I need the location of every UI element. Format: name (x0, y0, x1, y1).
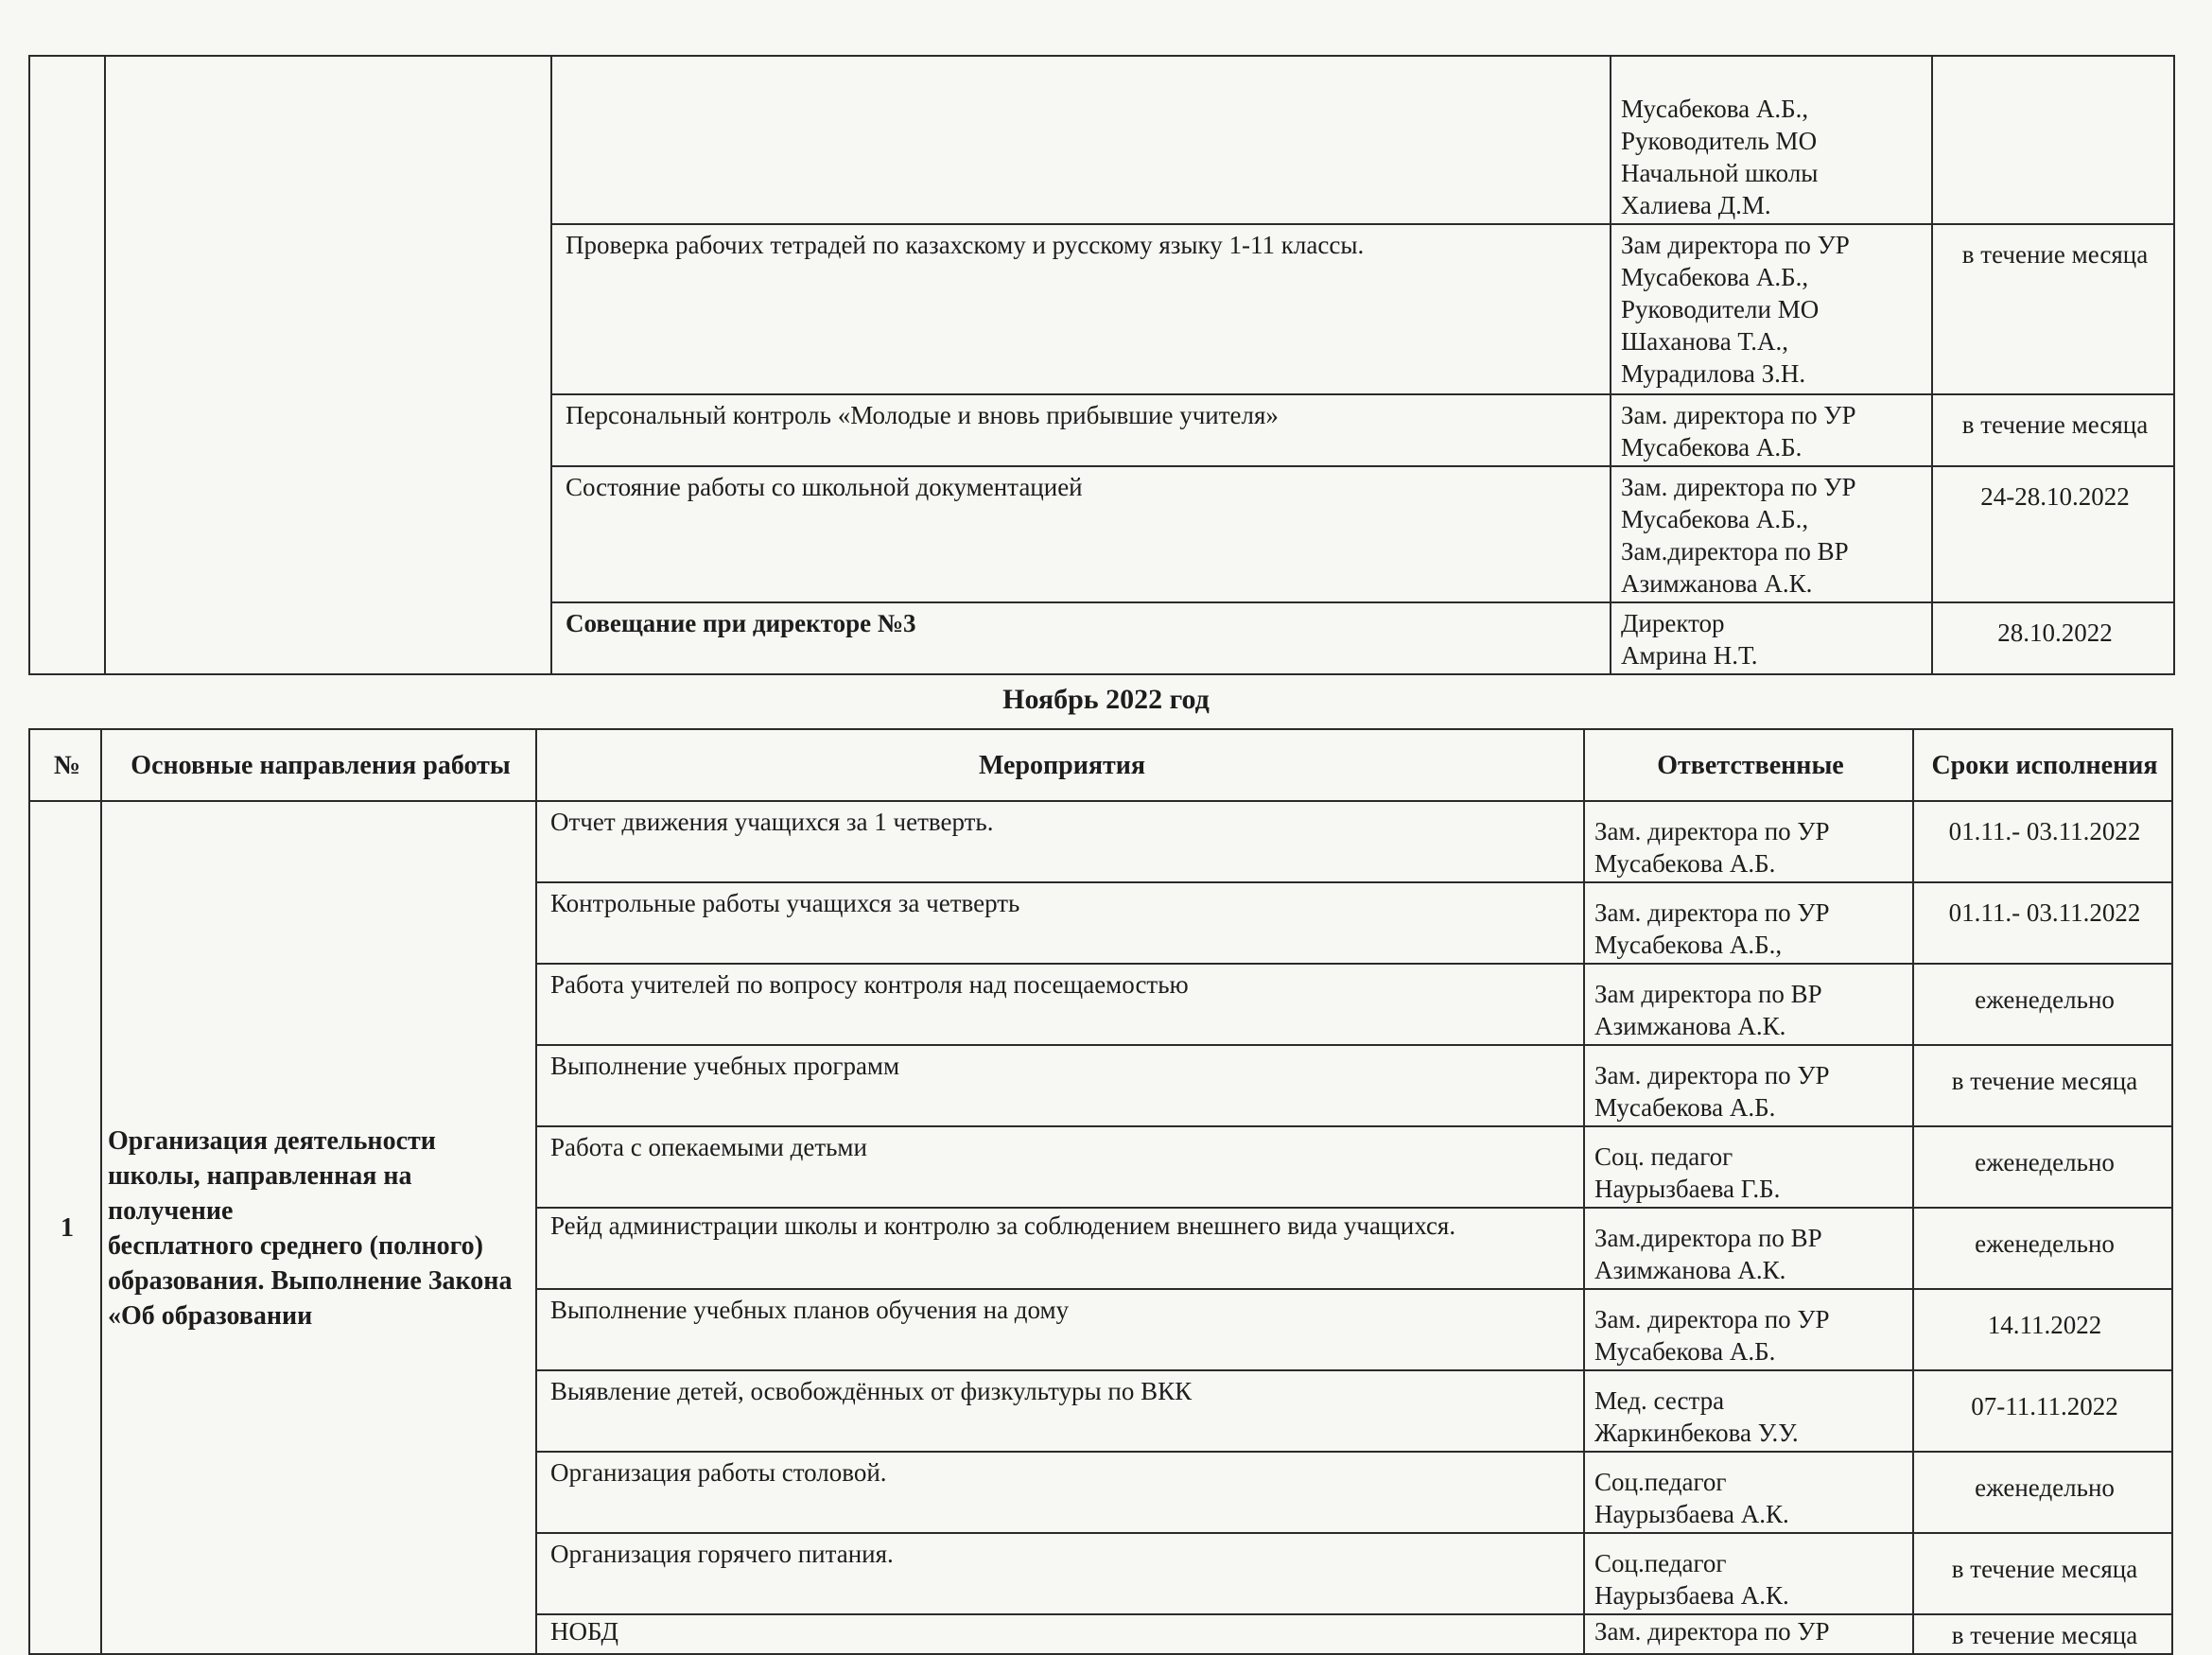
event-cell: Проверка рабочих тетрадей по казахскому и русскому языку 1-11 классы. (551, 224, 1611, 394)
deadline-cell: еженедельно (1913, 1452, 2172, 1533)
deadline-cell: 24-28.10.2022 (1932, 466, 2174, 602)
responsible-cell: Соц.педагог Наурызбаева А.К. (1584, 1533, 1913, 1614)
deadline-cell: еженедельно (1913, 964, 2172, 1045)
responsible-cell: Зам. директора по УР Мусабекова А.Б. (1584, 1045, 1913, 1126)
october-plan-table (28, 55, 2175, 675)
responsible-cell: Мед. сестра Жаркинбекова У.У. (1584, 1370, 1913, 1452)
responsible-cell: Зам директора по ВР Азимжанова А.К. (1584, 964, 1913, 1045)
table-row (29, 56, 2174, 224)
deadline-cell: еженедельно (1913, 1126, 2172, 1208)
header-responsible: Ответственные (1584, 729, 1913, 801)
event-cell: Состояние работы со школьной документацией (551, 466, 1611, 602)
deadline-cell: 01.11.- 03.11.2022 (1913, 882, 2172, 964)
deadline-cell: 28.10.2022 (1932, 602, 2174, 674)
november-plan-table (28, 728, 2173, 1655)
deadline-cell (1932, 56, 2174, 224)
responsible-cell: Зам директора по УР Мусабекова А.Б., Руководители МО Шаханова Т.А., Мурадилова З.Н. (1611, 224, 1932, 394)
header-deadline: Сроки исполнения (1913, 729, 2172, 801)
responsible-cell: Соц. педагог Наурызбаева Г.Б. (1584, 1126, 1913, 1208)
event-cell: Персональный контроль «Молодые и вновь прибывшие учителя» (551, 394, 1611, 466)
header-direction: Основные направления работы (101, 729, 536, 801)
event-cell: Организация работы столовой. (536, 1452, 1584, 1533)
event-cell: Работа учителей по вопросу контроля над посещаемостью (536, 964, 1584, 1045)
event-cell: Отчет движения учащихся за 1 четверть. (536, 801, 1584, 882)
direction-cell (105, 56, 551, 674)
deadline-cell: в течение месяца (1913, 1614, 2172, 1654)
deadline-cell: 01.11.- 03.11.2022 (1913, 801, 2172, 882)
table-header-row (29, 729, 2172, 801)
header-number: № (29, 729, 101, 801)
event-cell: Выявление детей, освобождённых от физкультуры по ВКК (536, 1370, 1584, 1452)
responsible-cell: Зам. директора по УР Мусабекова А.Б. (1584, 801, 1913, 882)
deadline-cell: в течение месяца (1932, 394, 2174, 466)
section-number: 1 (29, 801, 101, 1654)
responsible-cell: Зам. директора по УР Мусабекова А.Б., Зам.директора по ВР Азимжанова А.К. (1611, 466, 1932, 602)
deadline-cell: 07-11.11.2022 (1913, 1370, 2172, 1452)
event-cell: Работа с опекаемыми детьми (536, 1126, 1584, 1208)
event-cell (551, 56, 1611, 224)
deadline-cell: в течение месяца (1932, 224, 2174, 394)
responsible-cell: Зам. директора по УР Мусабекова А.Б., (1584, 882, 1913, 964)
responsible-cell: Мусабекова А.Б., Руководитель МО Начальной школы Халиева Д.М. (1611, 56, 1932, 224)
event-cell: Выполнение учебных планов обучения на дому (536, 1289, 1584, 1370)
responsible-cell: Директор Амрина Н.Т. (1611, 602, 1932, 674)
event-cell: НОБД (536, 1614, 1584, 1654)
header-events: Мероприятия (536, 729, 1584, 801)
row-number-cell (29, 56, 105, 674)
deadline-cell: 14.11.2022 (1913, 1289, 2172, 1370)
responsible-cell: Зам. директора по УР (1584, 1614, 1913, 1654)
table-row (29, 801, 2172, 882)
section-direction: Организация деятельности школы, направленная на получение бесплатного среднего (полного) образования. Выполнение Закона «Об образовании (101, 801, 536, 1654)
event-cell: Рейд администрации школы и контролю за соблюдением внешнего вида учащихся. (536, 1208, 1584, 1289)
responsible-cell: Соц.педагог Наурызбаева А.К. (1584, 1452, 1913, 1533)
deadline-cell: еженедельно (1913, 1208, 2172, 1289)
deadline-cell: в течение месяца (1913, 1045, 2172, 1126)
event-cell: Совещание при директоре №3 (551, 602, 1611, 674)
responsible-cell: Зам. директора по УР Мусабекова А.Б. (1584, 1289, 1913, 1370)
responsible-cell: Зам.директора по ВР Азимжанова А.К. (1584, 1208, 1913, 1289)
event-cell: Организация горячего питания. (536, 1533, 1584, 1614)
event-cell: Контрольные работы учащихся за четверть (536, 882, 1584, 964)
responsible-cell: Зам. директора по УР Мусабекова А.Б. (1611, 394, 1932, 466)
month-title: Ноябрь 2022 год (1002, 684, 1210, 715)
event-cell: Выполнение учебных программ (536, 1045, 1584, 1126)
deadline-cell: в течение месяца (1913, 1533, 2172, 1614)
